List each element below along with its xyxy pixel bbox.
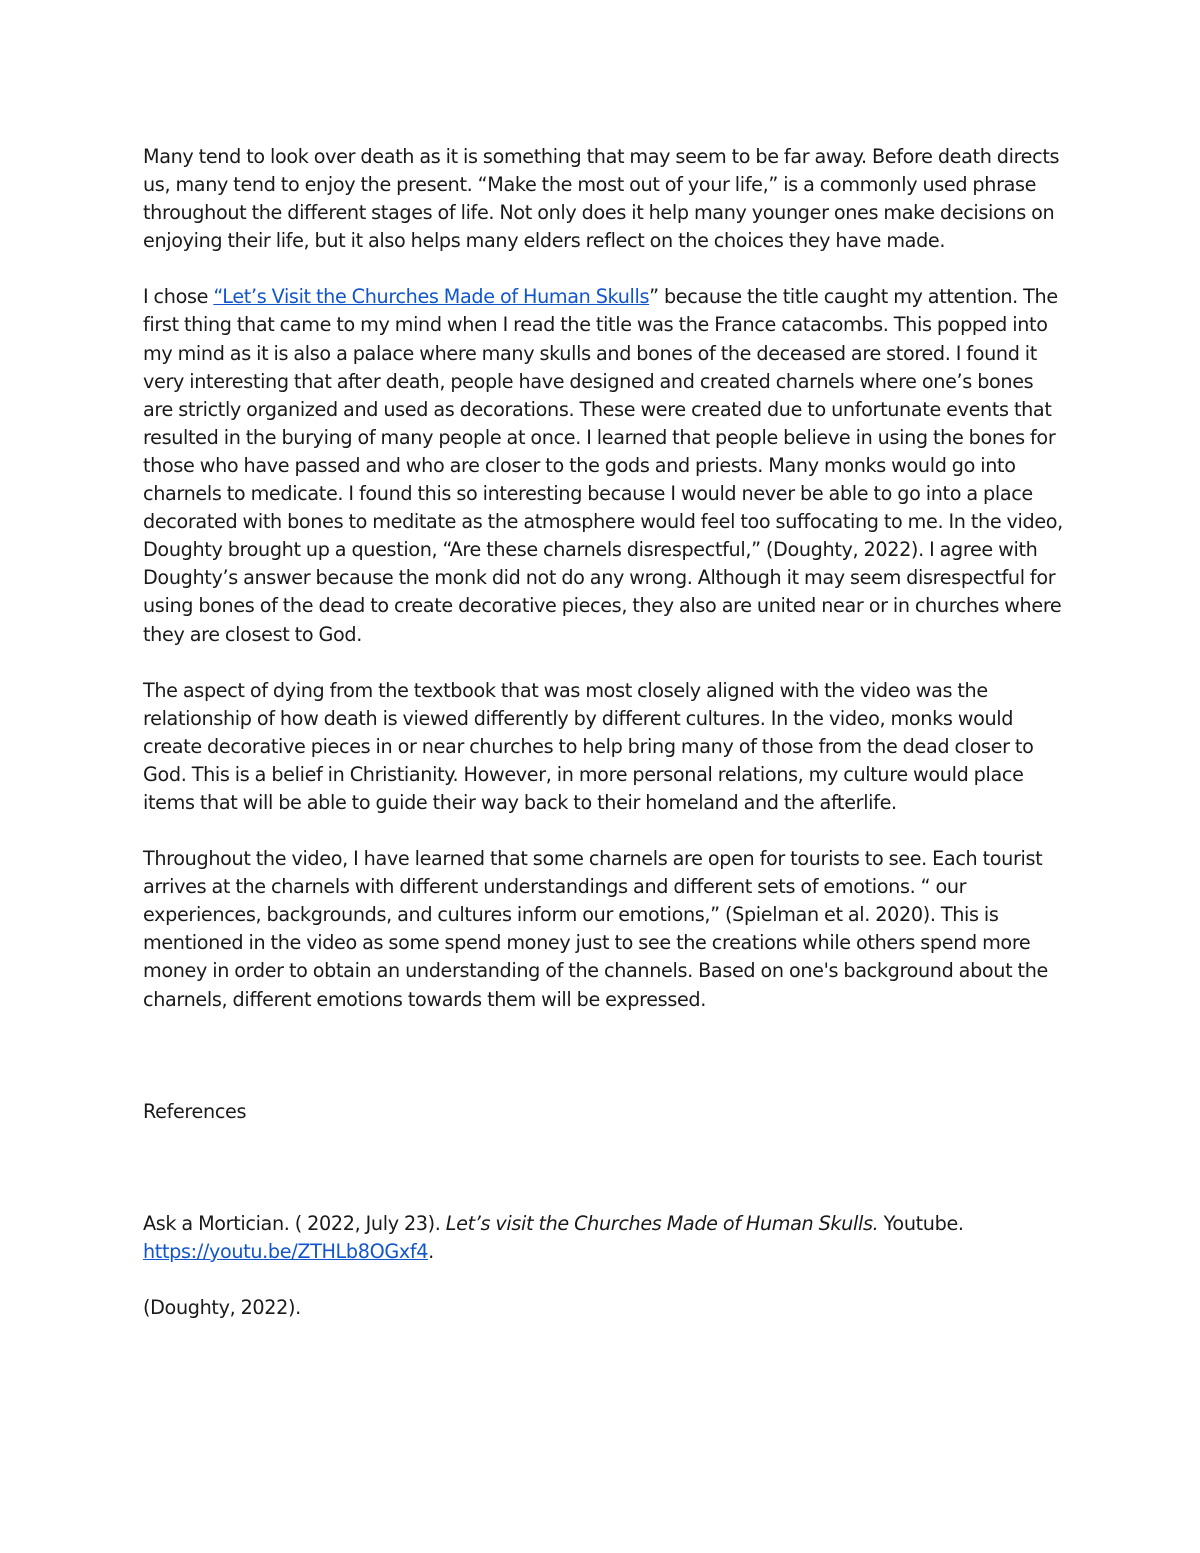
reference-url-link[interactable]: https://youtu.be/ZTHLb8OGxf4 — [143, 1239, 429, 1263]
paragraph-intro: Many tend to look over death as it is something that may seem to be far away. Before death directs us, many tend to enjoy the present. “Make the most out of your life,” is a commonly used phrase throughout the different stages of life. Not only does it help many younger ones make decisions on enjoying their life, but it also helps many elders reflect on the choices they have made. — [143, 145, 1060, 253]
paragraph-video-choice — [143, 283, 1068, 648]
paragraph-learnings: Throughout the video, I have learned that some charnels are open for tourists to see. Each tourist arrives at the charnels with different understandings and different sets of emotions. “ our experiences, backgrounds, and cultures inform our emotions,” (Spielman et al. 2020). This is mentioned in the video as some spend money just to see the creations while others spend more money in order to obtain an understanding of the channels. Based on one's background about the charnels, different emotions towards them will be expressed. — [143, 847, 1048, 1011]
reference-author: Ask a Mortician. ( 2022, July 23). — [143, 1211, 446, 1235]
paragraph-video-choice-body: ” because the title caught my attention. The first thing that came to my mind when I read the title was the France catacombs. This popped into my mind as it is also a palace where many skulls and bones of the deceased are stored. I found it very interesting that after death, people have designed and created charnels where one’s bones are strictly organized and used as decorations. These were created due to unfortunate events that resulted in the burying of many people at once. I learned that people believe in using the bones for those who have passed and who are closer to the gods and priests. Many monks would go into charnels to medicate. I found this so interesting because I would never be able to go into a place decorated with bones to meditate as the atmosphere would feel too suffocating to me. In the video, Doughty brought up a question, “Are these charnels disrespectful,” (Doughty, 2022). I agree with Doughty’s answer because the monk did not do any wrong. Although it may seem disrespectful for using bones of the dead to create decorative pieces, they also are united near or in churches where they are closest to God. — [143, 285, 1063, 646]
reference-source: Youtube. — [878, 1211, 964, 1235]
reference-title: Let’s visit the Churches Made of Human Skulls. — [445, 1211, 879, 1235]
document-body — [143, 143, 1068, 1322]
paragraph-video-choice-lead: I chose — [143, 285, 214, 309]
video-title-link[interactable]: “Let’s Visit the Churches Made of Human Skulls — [213, 285, 650, 309]
paragraph-textbook-aspect: The aspect of dying from the textbook that was most closely aligned with the video was the relationship of how death is viewed differently by different cultures. In the video, monks would create decorative pieces in or near churches to help bring many of those from the dead closer to God. This is a belief in Christianity. However, in more personal relations, my culture would place items that will be able to guide their way back to their homeland and the afterlife. — [143, 678, 1034, 814]
reference-entry-video — [143, 1210, 1068, 1266]
reference-entry-citation: (Doughty, 2022). — [143, 1295, 301, 1319]
references-heading: References — [143, 1099, 247, 1123]
reference-end-period: . — [428, 1239, 434, 1263]
